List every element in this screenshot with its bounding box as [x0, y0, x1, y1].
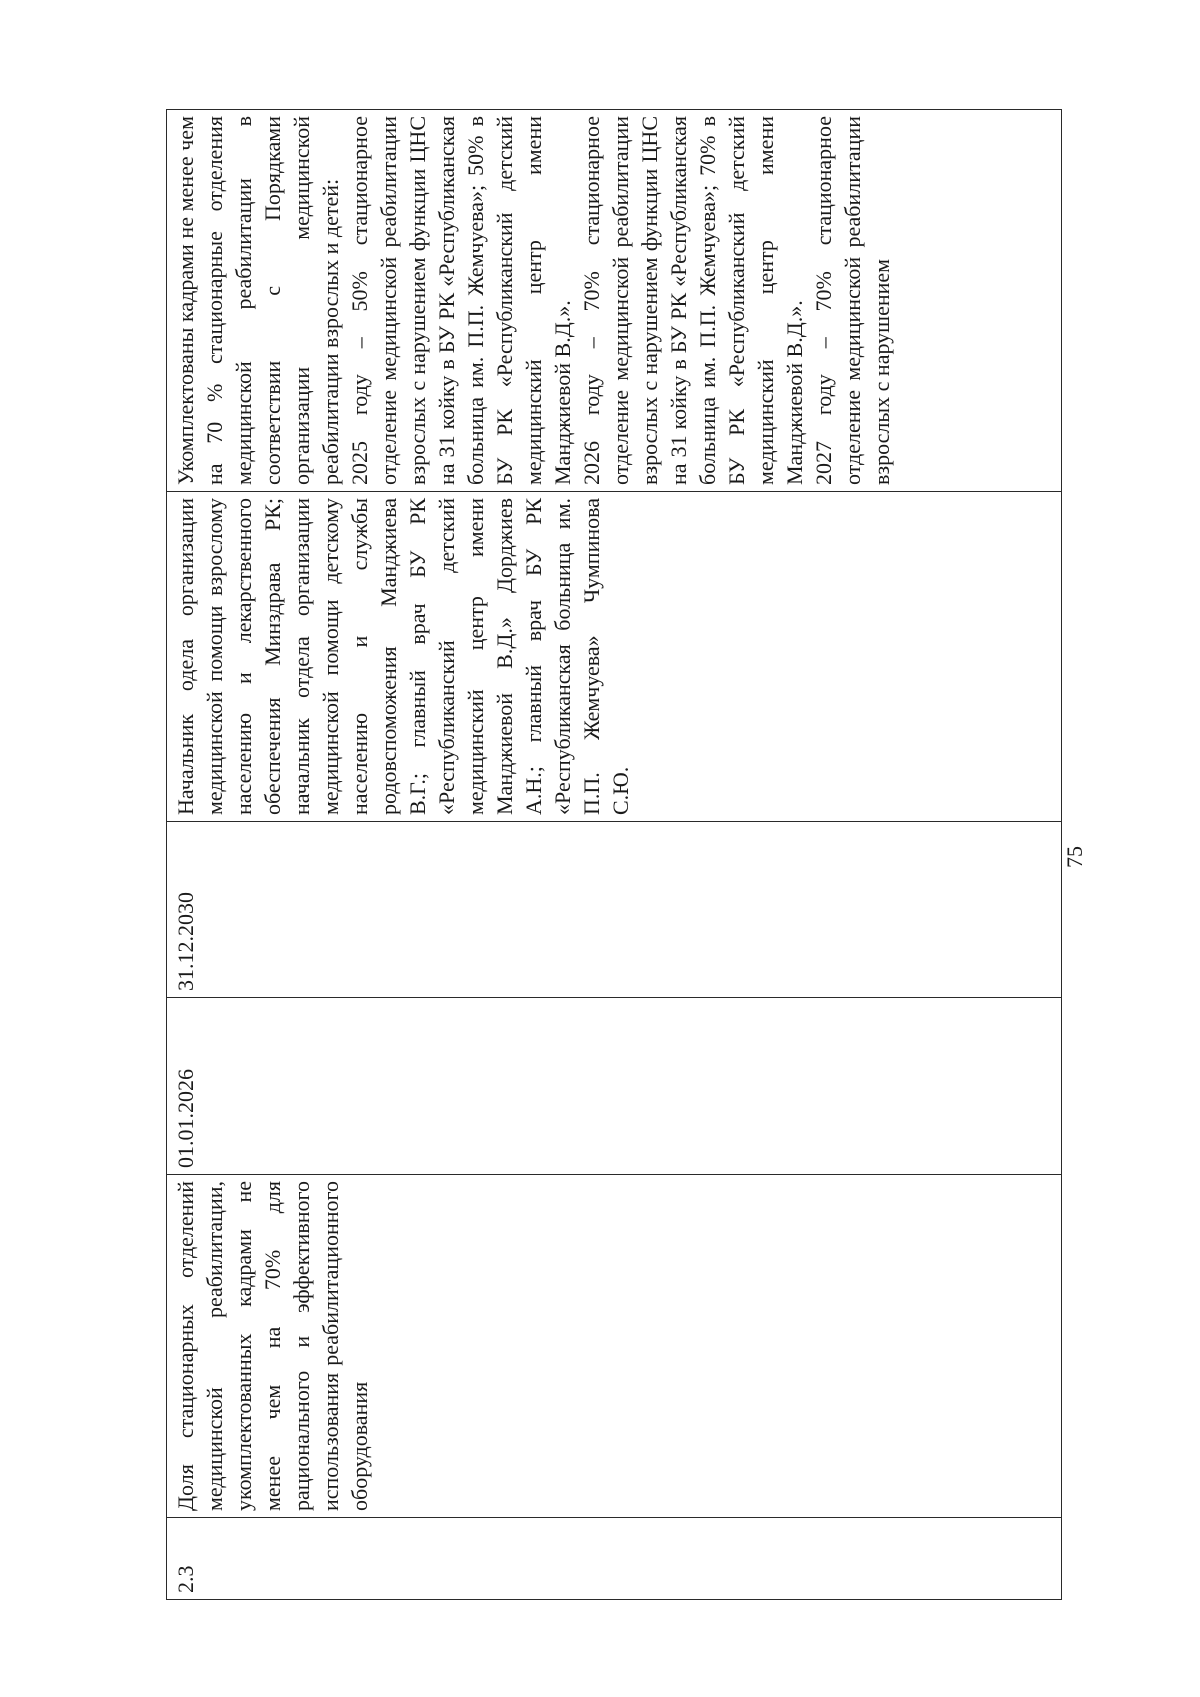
row-index: 2.3: [173, 1565, 198, 1593]
responsible-cell: [167, 492, 1062, 822]
indicator-text: Доля стационарных отделений медицинской реабилитации, укомплектованных кадрами не менее чем на 70% для рационального и эффективного использования реабилитационного оборудования: [173, 1181, 372, 1511]
end-date: 31.12.2030: [173, 892, 198, 991]
result-cell: [167, 110, 1062, 492]
start-date: 01.01.2026: [173, 1069, 198, 1168]
end-date-cell: [167, 822, 1062, 998]
start-date-cell: [167, 998, 1062, 1175]
indicator-cell: [167, 1175, 1062, 1518]
plan-table: [166, 109, 1062, 1600]
rotated-table-container: [166, 110, 1062, 1600]
table-row: [167, 110, 1062, 1600]
responsible-text: Начальник одела организации медицинской помощи взрослому населению и лекарственного обеспечения Минздрава РК; начальник отдела организации медицинской помощи детскому населению и службы родовспоможения Манджиева В.Г.; главный врач БУ РК «Республиканский детский медицинский центр имени Манджиевой В.Д.» Дорджиев А.Н.; главный врач БУ РК «Республиканская больница им. П.П. Жемчуева» Чумпинова С.Ю.: [173, 498, 633, 815]
row-index-cell: [167, 1518, 1062, 1600]
page-number: 75: [1062, 846, 1087, 868]
result-text: Укомплектованы кадрами не менее чем на 70 % стационарные отделения медицинской реабилитации в соответствии с Порядками организации медицинской реабилитации взрослых и детей: 2025 году – 50% стационарное отделение медицинской реабилитации взрослых с нарушением функции ЦНС на 31 койку в БУ РК «Республиканская больница им. П.П. Жемчуева»; 50% в БУ РК «Республиканский детский медицинский центр имени Манджиевой В.Д.». 2026 году – 70% стационарное отделение медицинской реабилитации взрослых с нарушением функции ЦНС на 31 койку в БУ РК «Республиканская больница им. П.П. Жемчуева»; 70% в БУ РК «Республиканский детский медицинский центр имени Манджиевой В.Д.». 2027 году – 70% стационарное отделение медицинской реабилитации взрослых с нарушением: [173, 116, 894, 485]
